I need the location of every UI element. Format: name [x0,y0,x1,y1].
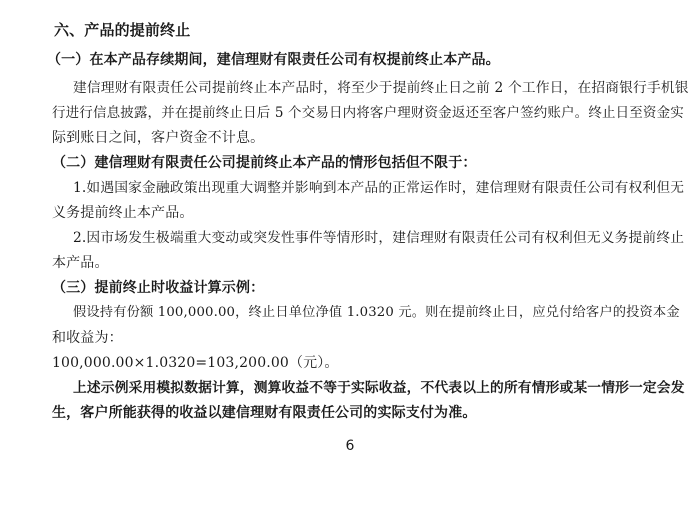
sub3-para-line-2: 和收益为： [52,330,123,346]
sub2-item2-line-2: 本产品。 [52,255,109,271]
sub2-title: （二）建信理财有限责任公司提前终止本产品的情形包括但不限于： [52,155,477,171]
sub3-formula: 100,000.00×1.0320=103,200.00（元）。 [52,355,339,371]
sub3-para-line-1: 假设持有份额 100,000.00，终止日单位净值 1.0320 元。则在提前终止日，应兑付给客户的投资本金 [73,305,680,320]
sub3-title: （三）提前终止时收益计算示例： [52,280,265,296]
sub2-item2-line-1: 2.因市场发生极端重大变动或突发性事件等情形时，建信理财有限责任公司有权利但无义务提前终止 [73,230,685,246]
sub1-title: （一）在本产品存续期间，建信理财有限责任公司有权提前终止本产品。 [47,52,500,68]
sub1-para-line-2: 行进行信息披露，并在提前终止日后 5 个交易日内将客户理财资金返还至客户签约账户。终止日至资金实 [52,105,684,121]
sub1-para-line-1: 建信理财有限责任公司提前终止本产品时，将至少于提前终止日之前 2 个工作日，在招商银行手机银 [73,80,689,96]
sub1-para-line-3: 际到账日之间，客户资金不计息。 [52,130,265,146]
disclaimer-line-1: 上述示例采用模拟数据计算，测算收益不等于实际收益，不代表以上的所有情形或某一情形一定会发 [73,380,685,396]
section-heading: 六、产品的提前终止 [54,21,191,39]
disclaimer-line-2: 生，客户所能获得的收益以建信理财有限责任公司的实际支付为准。 [52,405,477,421]
sub2-item1-line-1: 1.如遇国家金融政策出现重大调整并影响到本产品的正常运作时，建信理财有限责任公司有权利但无 [73,180,685,196]
page-number: 6 [345,438,355,454]
sub2-item1-line-2: 义务提前终止本产品。 [52,205,194,221]
